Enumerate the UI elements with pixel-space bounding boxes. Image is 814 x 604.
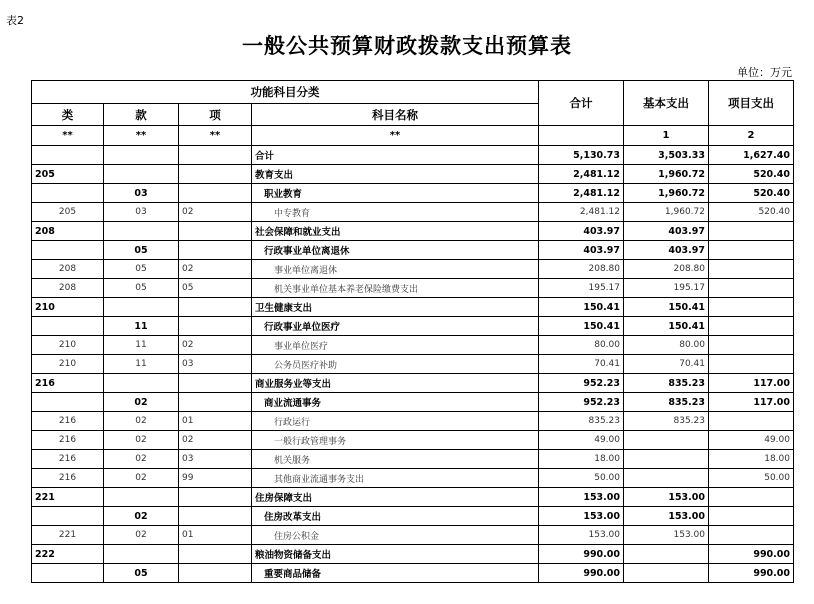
cell-project: 18.00 — [709, 450, 794, 469]
cell-name: 行政事业单位离退休 — [252, 241, 539, 260]
cell-basic — [624, 564, 709, 583]
cell-kuan: 02 — [104, 450, 179, 469]
table-row — [32, 317, 794, 336]
cell-xiang: 01 — [179, 526, 252, 545]
cell-xiang — [179, 298, 252, 317]
cell-lei: 221 — [32, 488, 104, 507]
cell-total: 150.41 — [539, 317, 624, 336]
cell-xiang — [179, 165, 252, 184]
cell-kuan — [104, 298, 179, 317]
cell-name: 社会保障和就业支出 — [252, 222, 539, 241]
cell-kuan: 05 — [104, 260, 179, 279]
cell-name: 事业单位医疗 — [252, 336, 539, 355]
table-row — [32, 488, 794, 507]
cell-kuan: 02 — [104, 412, 179, 431]
cell-name: 行政运行 — [252, 412, 539, 431]
cell-name: 住房改革支出 — [252, 507, 539, 526]
cell-lei: 216 — [32, 469, 104, 488]
cell-project: 990.00 — [709, 564, 794, 583]
cell-name: 机关事业单位基本养老保险缴费支出 — [252, 279, 539, 298]
cell-lei — [32, 564, 104, 583]
cell-total: 952.23 — [539, 393, 624, 412]
cell-name: 公务员医疗补助 — [252, 355, 539, 374]
cell-basic: 835.23 — [624, 393, 709, 412]
cell-project: 117.00 — [709, 393, 794, 412]
cell-project: 990.00 — [709, 545, 794, 564]
cell-basic: 1,960.72 — [624, 165, 709, 184]
cell-project: 117.00 — [709, 374, 794, 393]
cell-xiang — [179, 146, 252, 165]
table-row — [32, 203, 794, 222]
cell-lei: 205 — [32, 203, 104, 222]
header-function-group: 功能科目分类 — [32, 81, 539, 104]
cell-total: 153.00 — [539, 507, 624, 526]
cell-kuan: 02 — [104, 507, 179, 526]
cell-project — [709, 412, 794, 431]
cell-name: 事业单位离退休 — [252, 260, 539, 279]
cell-xiang — [179, 393, 252, 412]
cell-name: 粮油物资储备支出 — [252, 545, 539, 564]
cell-project: 520.40 — [709, 203, 794, 222]
cell-total: 5,130.73 — [539, 146, 624, 165]
cell-kuan: 05 — [104, 564, 179, 583]
table-row — [32, 336, 794, 355]
cell-basic: 195.17 — [624, 279, 709, 298]
cell-project: 1,627.40 — [709, 146, 794, 165]
cell-kuan — [104, 374, 179, 393]
cell-basic — [624, 450, 709, 469]
cell-kuan: 11 — [104, 317, 179, 336]
cell-lei — [32, 317, 104, 336]
cell-basic: 70.41 — [624, 355, 709, 374]
cell-lei: 208 — [32, 222, 104, 241]
cell-project — [709, 526, 794, 545]
cell-total: 153.00 — [539, 526, 624, 545]
cell-xiang — [179, 241, 252, 260]
cell-total: 2,481.12 — [539, 203, 624, 222]
cell-total: 403.97 — [539, 222, 624, 241]
cell-project: 50.00 — [709, 469, 794, 488]
cell-basic: 1,960.72 — [624, 184, 709, 203]
cell-total: 153.00 — [539, 488, 624, 507]
cell-total: 2,481.12 — [539, 165, 624, 184]
cell-basic: 403.97 — [624, 222, 709, 241]
cell-project: 49.00 — [709, 431, 794, 450]
cell-name: 住房公积金 — [252, 526, 539, 545]
table-row — [32, 507, 794, 526]
cell-kuan — [104, 165, 179, 184]
cell-basic: 3,503.33 — [624, 146, 709, 165]
cell-xiang — [179, 374, 252, 393]
cell-basic: 835.23 — [624, 412, 709, 431]
cell-total: 2,481.12 — [539, 184, 624, 203]
cell-xiang: 03 — [179, 450, 252, 469]
cell-name: 商业流通事务 — [252, 393, 539, 412]
page-title: 一般公共预算财政拨款支出预算表 — [242, 34, 572, 58]
cell-lei: 208 — [32, 260, 104, 279]
cell-basic: 1,960.72 — [624, 203, 709, 222]
cell-lei: 216 — [32, 412, 104, 431]
cell-kuan: 03 — [104, 203, 179, 222]
table-row — [32, 184, 794, 203]
table-row — [32, 241, 794, 260]
cell-lei: 222 — [32, 545, 104, 564]
cell-kuan: 05 — [104, 241, 179, 260]
table-row — [32, 431, 794, 450]
cell-name: 商业服务业等支出 — [252, 374, 539, 393]
cell-lei — [32, 184, 104, 203]
cell-basic: 153.00 — [624, 507, 709, 526]
header-code-xiang: ** — [179, 126, 252, 146]
cell-xiang — [179, 184, 252, 203]
cell-project — [709, 260, 794, 279]
cell-xiang: 02 — [179, 431, 252, 450]
cell-kuan: 05 — [104, 279, 179, 298]
cell-kuan — [104, 488, 179, 507]
cell-total: 150.41 — [539, 298, 624, 317]
cell-project — [709, 488, 794, 507]
cell-lei — [32, 393, 104, 412]
cell-lei: 221 — [32, 526, 104, 545]
cell-xiang: 03 — [179, 355, 252, 374]
table-row — [32, 564, 794, 583]
cell-kuan — [104, 545, 179, 564]
table-row — [32, 355, 794, 374]
cell-name: 合计 — [252, 146, 539, 165]
header-basic: 基本支出 — [624, 81, 709, 126]
table-row — [32, 222, 794, 241]
cell-xiang: 02 — [179, 336, 252, 355]
cell-name: 职业教育 — [252, 184, 539, 203]
cell-xiang: 01 — [179, 412, 252, 431]
cell-xiang — [179, 317, 252, 336]
cell-lei: 210 — [32, 336, 104, 355]
header-code-basic: 1 — [624, 126, 709, 146]
table-row — [32, 393, 794, 412]
cell-xiang — [179, 507, 252, 526]
cell-basic: 80.00 — [624, 336, 709, 355]
cell-basic: 835.23 — [624, 374, 709, 393]
cell-lei: 210 — [32, 355, 104, 374]
cell-xiang — [179, 564, 252, 583]
cell-total: 835.23 — [539, 412, 624, 431]
cell-kuan: 02 — [104, 431, 179, 450]
cell-kuan: 02 — [104, 526, 179, 545]
header-kuan: 款 — [104, 104, 179, 126]
cell-project: 520.40 — [709, 165, 794, 184]
cell-basic: 150.41 — [624, 317, 709, 336]
header-code-kuan: ** — [104, 126, 179, 146]
cell-project — [709, 241, 794, 260]
table-body — [32, 146, 794, 583]
cell-kuan: 02 — [104, 469, 179, 488]
cell-basic — [624, 431, 709, 450]
cell-basic: 208.80 — [624, 260, 709, 279]
cell-basic: 403.97 — [624, 241, 709, 260]
cell-lei: 216 — [32, 431, 104, 450]
cell-project — [709, 222, 794, 241]
cell-project: 520.40 — [709, 184, 794, 203]
cell-lei: 216 — [32, 450, 104, 469]
header-project: 项目支出 — [709, 81, 794, 126]
cell-name: 一般行政管理事务 — [252, 431, 539, 450]
cell-xiang — [179, 222, 252, 241]
table-row — [32, 298, 794, 317]
cell-kuan — [104, 222, 179, 241]
cell-basic: 150.41 — [624, 298, 709, 317]
cell-project — [709, 507, 794, 526]
cell-lei: 205 — [32, 165, 104, 184]
cell-name: 卫生健康支出 — [252, 298, 539, 317]
cell-lei — [32, 241, 104, 260]
table-row — [32, 469, 794, 488]
cell-name: 中专教育 — [252, 203, 539, 222]
cell-name: 机关服务 — [252, 450, 539, 469]
table-row — [32, 165, 794, 184]
cell-total: 50.00 — [539, 469, 624, 488]
cell-name: 重要商品储备 — [252, 564, 539, 583]
table-row — [32, 279, 794, 298]
cell-total: 990.00 — [539, 564, 624, 583]
table-row — [32, 545, 794, 564]
header-code-name: ** — [252, 126, 539, 146]
cell-kuan: 02 — [104, 393, 179, 412]
header-lei: 类 — [32, 104, 104, 126]
cell-total: 208.80 — [539, 260, 624, 279]
cell-project — [709, 298, 794, 317]
cell-lei: 208 — [32, 279, 104, 298]
cell-lei — [32, 146, 104, 165]
table-row — [32, 412, 794, 431]
cell-total: 952.23 — [539, 374, 624, 393]
cell-xiang: 05 — [179, 279, 252, 298]
cell-xiang: 99 — [179, 469, 252, 488]
table-row — [32, 260, 794, 279]
table-row — [32, 526, 794, 545]
cell-total: 195.17 — [539, 279, 624, 298]
cell-lei: 210 — [32, 298, 104, 317]
cell-xiang — [179, 488, 252, 507]
header-total: 合计 — [539, 81, 624, 126]
cell-xiang: 02 — [179, 203, 252, 222]
table-row — [32, 450, 794, 469]
cell-name: 行政事业单位医疗 — [252, 317, 539, 336]
cell-project — [709, 279, 794, 298]
cell-total: 403.97 — [539, 241, 624, 260]
header-code-project: 2 — [709, 126, 794, 146]
cell-basic: 153.00 — [624, 488, 709, 507]
cell-basic — [624, 545, 709, 564]
header-name: 科目名称 — [252, 104, 539, 126]
cell-kuan: 11 — [104, 355, 179, 374]
cell-xiang — [179, 545, 252, 564]
cell-project — [709, 317, 794, 336]
header-code-total — [539, 126, 624, 146]
cell-total: 990.00 — [539, 545, 624, 564]
header-code-lei: ** — [32, 126, 104, 146]
cell-kuan: 03 — [104, 184, 179, 203]
header-xiang: 项 — [179, 104, 252, 126]
table-row — [32, 374, 794, 393]
unit-label: 单位：万元 — [737, 66, 792, 79]
cell-project — [709, 336, 794, 355]
table-label: 表2 — [6, 14, 24, 27]
cell-kuan: 11 — [104, 336, 179, 355]
cell-project — [709, 355, 794, 374]
table-row — [32, 146, 794, 165]
cell-basic — [624, 469, 709, 488]
cell-total: 80.00 — [539, 336, 624, 355]
cell-total: 49.00 — [539, 431, 624, 450]
cell-name: 其他商业流通事务支出 — [252, 469, 539, 488]
cell-lei — [32, 507, 104, 526]
cell-basic: 153.00 — [624, 526, 709, 545]
cell-xiang: 02 — [179, 260, 252, 279]
cell-total: 70.41 — [539, 355, 624, 374]
budget-table — [31, 80, 794, 583]
cell-total: 18.00 — [539, 450, 624, 469]
cell-kuan — [104, 146, 179, 165]
cell-name: 教育支出 — [252, 165, 539, 184]
cell-lei: 216 — [32, 374, 104, 393]
cell-name: 住房保障支出 — [252, 488, 539, 507]
